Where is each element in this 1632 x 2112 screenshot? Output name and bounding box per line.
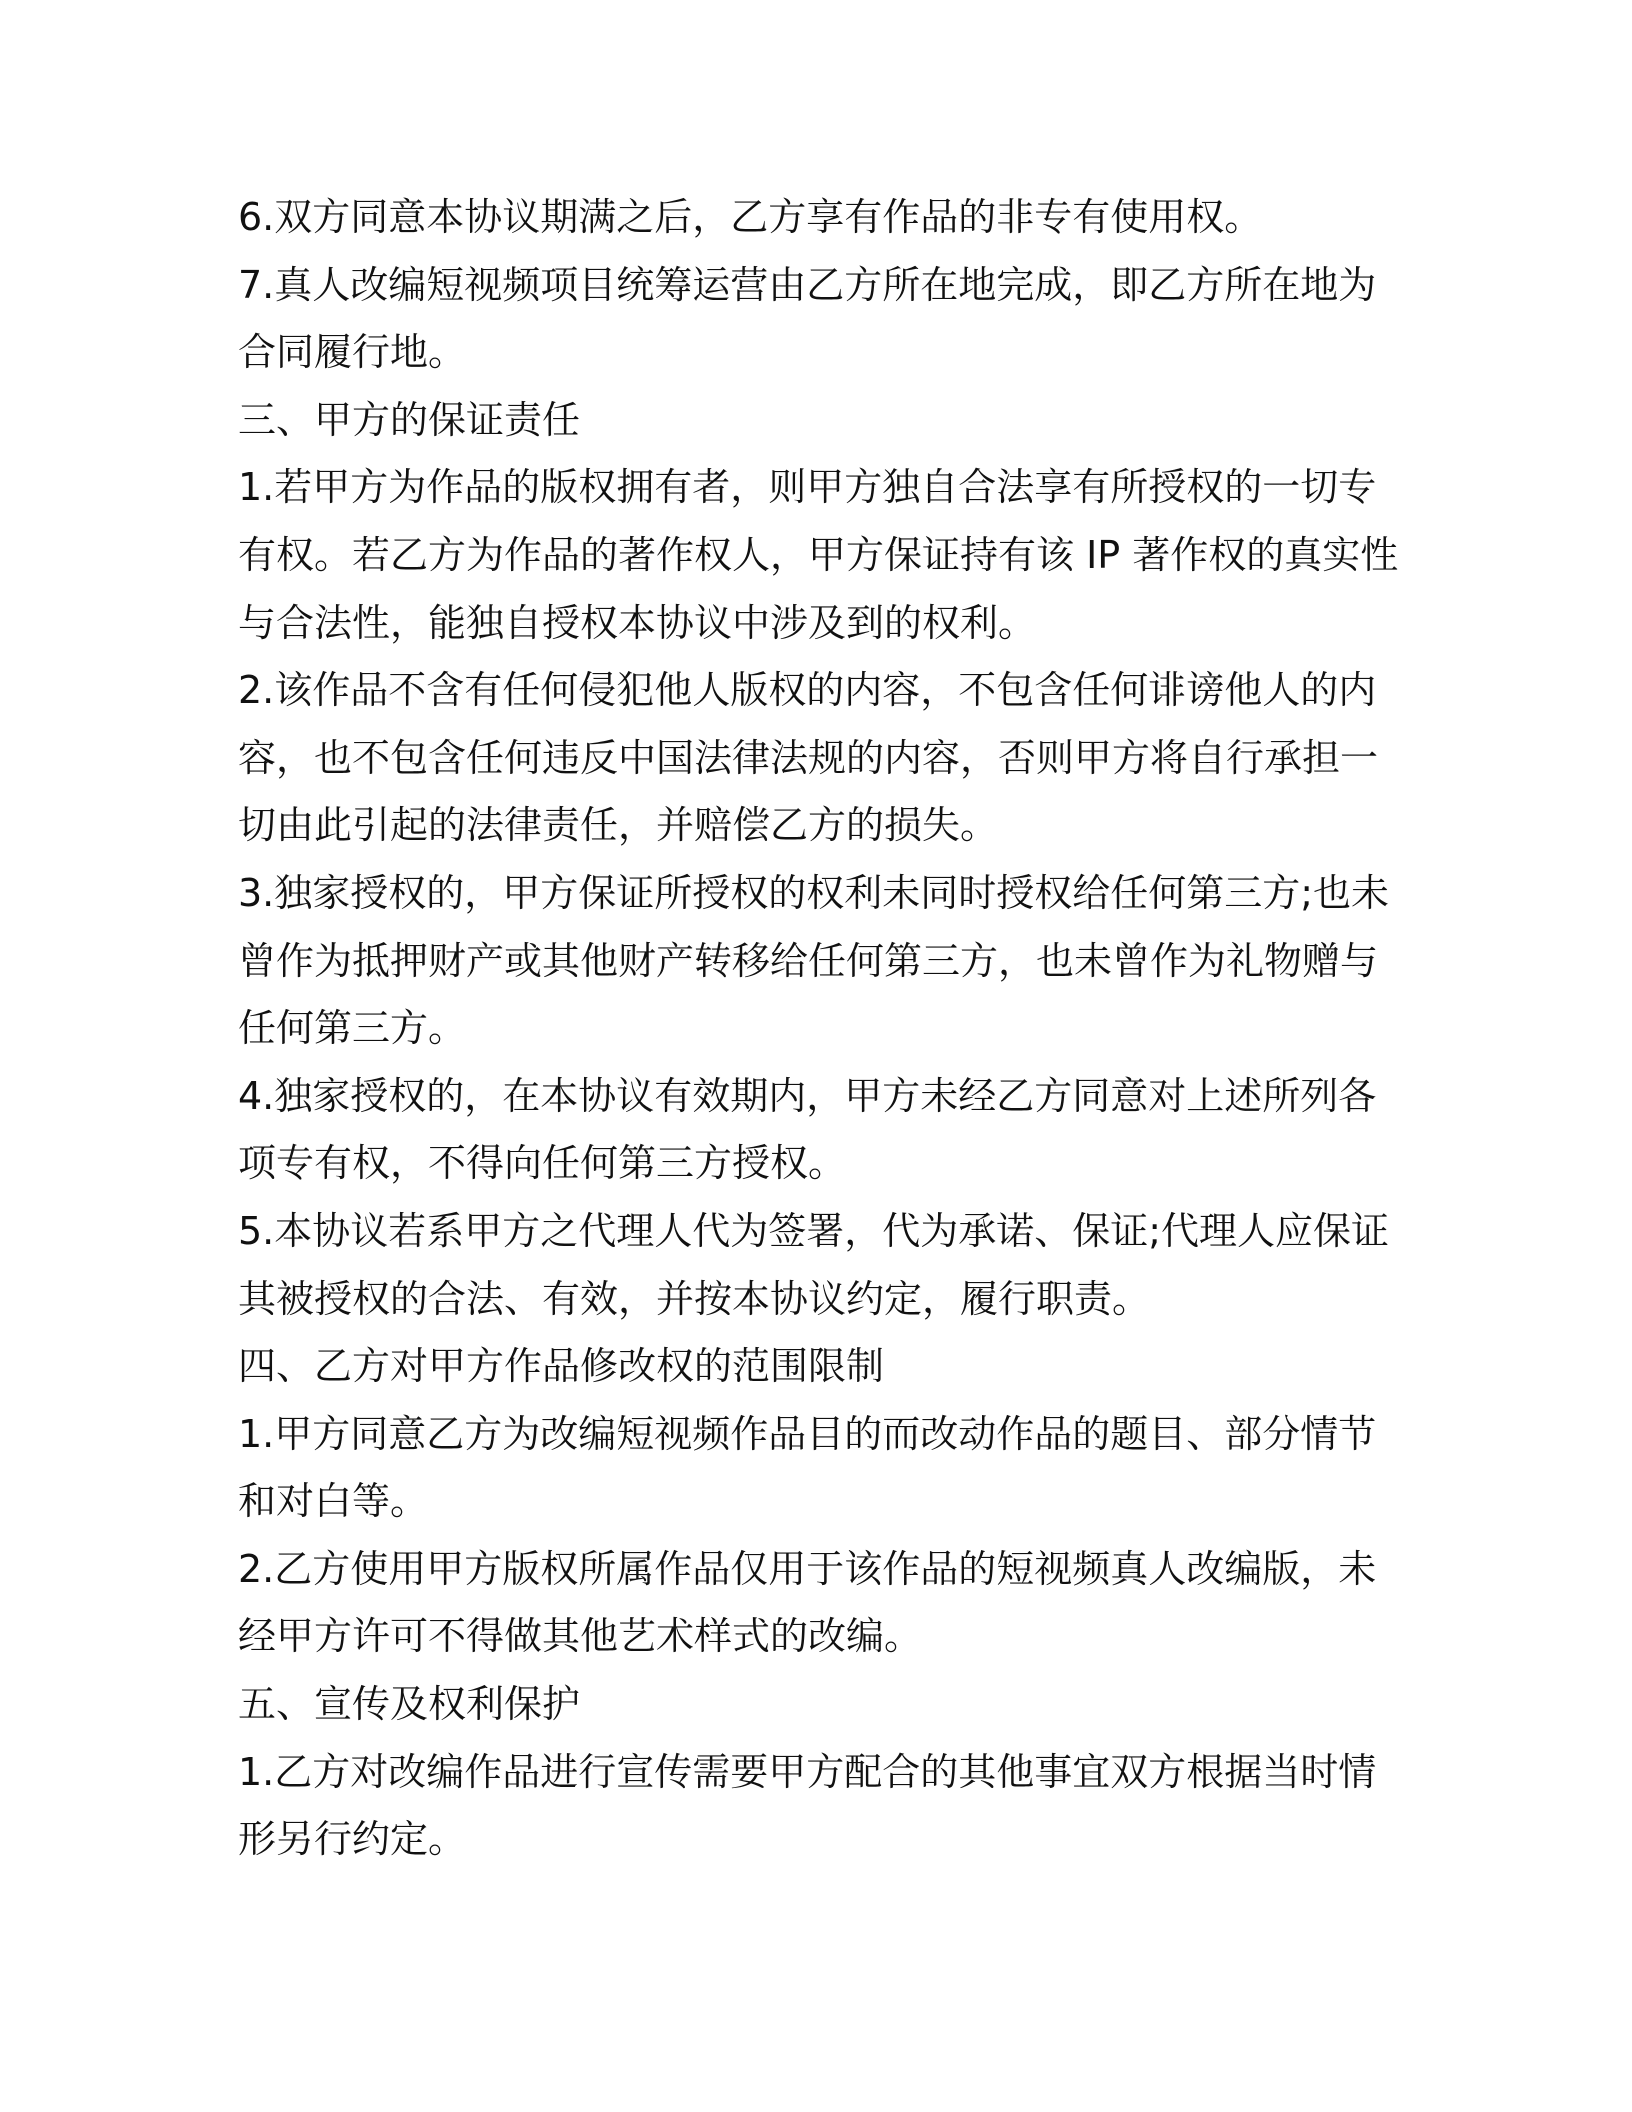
text-line: 2.该作品不含有任何侵犯他人版权的内容，不包含任何诽谤他人的内 xyxy=(238,668,1377,713)
text-line: 切由此引起的法律责任，并赔偿乙方的损失。 xyxy=(238,803,999,848)
text-line: 与合法性，能独自授权本协议中涉及到的权利。 xyxy=(238,600,1037,645)
section-heading: 五、宣传及权利保护 xyxy=(238,1682,581,1727)
text-line: 其被授权的合法、有效，并按本协议约定，履行职责。 xyxy=(238,1276,1151,1321)
text-line: 4.独家授权的，在本协议有效期内，甲方未经乙方同意对上述所列各 xyxy=(238,1073,1377,1118)
section-heading: 四、乙方对甲方作品修改权的范围限制 xyxy=(238,1344,885,1389)
text-line: 3.独家授权的，甲方保证所授权的权利未同时授权给任何第三方;也未 xyxy=(238,870,1390,915)
text-line: 1.若甲方为作品的版权拥有者，则甲方独自合法享有所授权的一切专 xyxy=(238,465,1377,510)
text-line: 1.甲方同意乙方为改编短视频作品目的而改动作品的题目、部分情节 xyxy=(238,1411,1377,1456)
document-body xyxy=(238,184,1398,1874)
text-line: 有权。若乙方为作品的著作权人，甲方保证持有该 IP 著作权的真实性 xyxy=(238,532,1399,577)
text-line: 曾作为抵押财产或其他财产转移给任何第三方，也未曾作为礼物赠与 xyxy=(238,938,1379,983)
text-line: 容，也不包含任何违反中国法律法规的内容，否则甲方将自行承担一 xyxy=(238,735,1379,780)
text-line: 和对白等。 xyxy=(238,1479,429,1524)
text-line: 2.乙方使用甲方版权所属作品仅用于该作品的短视频真人改编版，未 xyxy=(238,1546,1377,1591)
text-line: 形另行约定。 xyxy=(238,1817,467,1862)
text-line: 任何第三方。 xyxy=(238,1006,467,1051)
text-line: 5.本协议若系甲方之代理人代为签署，代为承诺、保证;代理人应保证 xyxy=(238,1208,1390,1253)
text-line: 项专有权，不得向任何第三方授权。 xyxy=(238,1141,847,1186)
text-line: 合同履行地。 xyxy=(238,330,467,375)
section-heading: 三、甲方的保证责任 xyxy=(238,397,581,442)
text-line: 1.乙方对改编作品进行宣传需要甲方配合的其他事宜双方根据当时情 xyxy=(238,1749,1377,1794)
text-line: 6.双方同意本协议期满之后，乙方享有作品的非专有使用权。 xyxy=(238,195,1263,239)
text-line: 经甲方许可不得做其他艺术样式的改编。 xyxy=(238,1614,923,1659)
text-line: 7.真人改编短视频项目统筹运营由乙方所在地完成，即乙方所在地为 xyxy=(238,262,1377,307)
